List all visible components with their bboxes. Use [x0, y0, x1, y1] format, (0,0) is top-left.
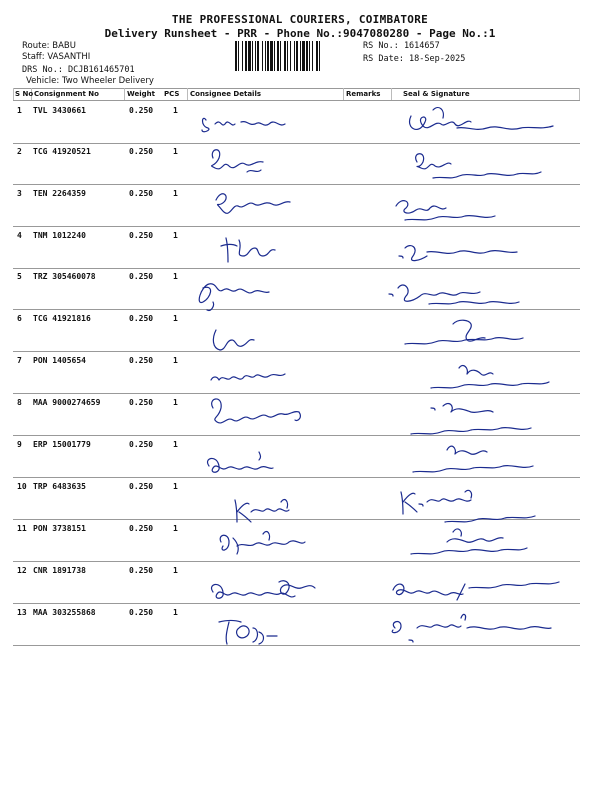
- row-sno: 13: [17, 608, 27, 617]
- row-pcs: 1: [173, 106, 178, 115]
- col-consignee-header: Consignee Details: [190, 90, 262, 98]
- company-title: THE PROFESSIONAL COURIERS, COIMBATORE: [171, 13, 429, 26]
- signature-layer: [13, 88, 580, 648]
- consignee-signature: [221, 238, 275, 262]
- col-pcs-header: PCS: [164, 90, 180, 98]
- barcode-image: [235, 41, 359, 71]
- row-weight: 0.250: [129, 566, 154, 575]
- row-weight: 0.250: [129, 147, 154, 156]
- row-consignment-no: CNR 1891738: [33, 566, 86, 575]
- row-consignment-no: MAA 303255868: [33, 608, 96, 617]
- row-sno: 9: [17, 440, 22, 449]
- seal-signature: [392, 614, 551, 642]
- seal-signature: [411, 529, 527, 554]
- seal-signature: [416, 154, 541, 178]
- row-pcs: 1: [173, 608, 178, 617]
- row-consignment-no: TNM 1012240: [33, 231, 86, 240]
- runsheet-title: Delivery Runsheet - PRR - Phone No.:9047080280 - Page No.:1: [104, 27, 496, 40]
- row-weight: 0.250: [129, 482, 154, 491]
- row-sno: 1: [17, 106, 22, 115]
- row-pcs: 1: [173, 189, 178, 198]
- route-label: Route: BABU: [22, 41, 76, 51]
- row-consignment-no: TRZ 305460078: [33, 272, 96, 281]
- consignee-signature: [219, 621, 277, 645]
- consignee-signature: [211, 374, 285, 380]
- row-weight: 0.250: [129, 608, 154, 617]
- row-sno: 8: [17, 398, 22, 407]
- seal-signature: [410, 108, 553, 130]
- row-sno: 10: [17, 482, 27, 491]
- row-pcs: 1: [173, 272, 178, 281]
- seal-signature: [389, 285, 519, 304]
- row-sno: 11: [17, 524, 27, 533]
- consignee-signature: [220, 532, 305, 554]
- row-pcs: 1: [173, 231, 178, 240]
- row-weight: 0.250: [129, 398, 154, 407]
- col-seal-header: Seal & Signature: [403, 90, 470, 98]
- col-sno-header: S No: [15, 90, 34, 98]
- row-weight: 0.250: [129, 440, 154, 449]
- row-pcs: 1: [173, 440, 178, 449]
- vehicle-label: Vehicle: Two Wheeler Delivery: [26, 76, 154, 86]
- seal-signature: [413, 446, 533, 472]
- row-weight: 0.250: [129, 106, 154, 115]
- drs-number: DRS No.: DCJB161465701: [22, 65, 135, 75]
- row-pcs: 1: [173, 356, 178, 365]
- row-consignment-no: TCG 41920521: [33, 147, 91, 156]
- runsheet-table: [13, 88, 580, 648]
- rs-date: RS Date: 18-Sep-2025: [363, 54, 466, 64]
- rs-number: RS No.: 1614657: [363, 41, 440, 51]
- row-consignment-no: TRP 6483635: [33, 482, 86, 491]
- row-pcs: 1: [173, 482, 178, 491]
- consignee-signature: [216, 194, 290, 214]
- consignee-signature: [212, 581, 315, 599]
- col-remarks-header: Remarks: [346, 90, 381, 98]
- col-consignment-header: Consignment No: [34, 90, 99, 98]
- seal-signature: [431, 366, 549, 388]
- row-consignment-no: TVL 3430661: [33, 106, 86, 115]
- consignee-signature: [208, 452, 273, 472]
- consignee-signature: [202, 118, 285, 131]
- row-weight: 0.250: [129, 189, 154, 198]
- row-pcs: 1: [173, 398, 178, 407]
- row-weight: 0.250: [129, 272, 154, 281]
- seal-signature: [396, 201, 495, 220]
- row-pcs: 1: [173, 147, 178, 156]
- seal-signature: [411, 404, 531, 434]
- col-weight-header: Weight: [127, 90, 155, 98]
- row-sno: 12: [17, 566, 27, 575]
- row-sno: 5: [17, 272, 22, 281]
- consignee-signature: [212, 399, 301, 423]
- seal-signature: [405, 320, 523, 344]
- seal-signature: [393, 582, 559, 600]
- row-consignment-no: PON 3738151: [33, 524, 86, 533]
- row-sno: 7: [17, 356, 22, 365]
- consignee-signature: [235, 500, 289, 522]
- row-sno: 4: [17, 231, 22, 240]
- seal-signature: [401, 490, 535, 522]
- row-weight: 0.250: [129, 314, 154, 323]
- row-sno: 2: [17, 147, 22, 156]
- row-consignment-no: TCG 41921816: [33, 314, 91, 323]
- row-pcs: 1: [173, 524, 178, 533]
- consignee-signature: [199, 284, 269, 311]
- row-weight: 0.250: [129, 356, 154, 365]
- row-pcs: 1: [173, 566, 178, 575]
- row-sno: 6: [17, 314, 22, 323]
- consignee-signature: [212, 150, 263, 172]
- row-pcs: 1: [173, 314, 178, 323]
- row-consignment-no: TEN 2264359: [33, 189, 86, 198]
- row-sno: 3: [17, 189, 22, 198]
- consignee-signature: [213, 330, 254, 350]
- row-consignment-no: MAA 9000274659: [33, 398, 101, 407]
- row-consignment-no: ERP 15001779: [33, 440, 91, 449]
- staff-label: Staff: VASANTHI: [22, 52, 91, 62]
- seal-signature: [399, 246, 517, 261]
- row-weight: 0.250: [129, 524, 154, 533]
- row-weight: 0.250: [129, 231, 154, 240]
- row-consignment-no: PON 1405654: [33, 356, 86, 365]
